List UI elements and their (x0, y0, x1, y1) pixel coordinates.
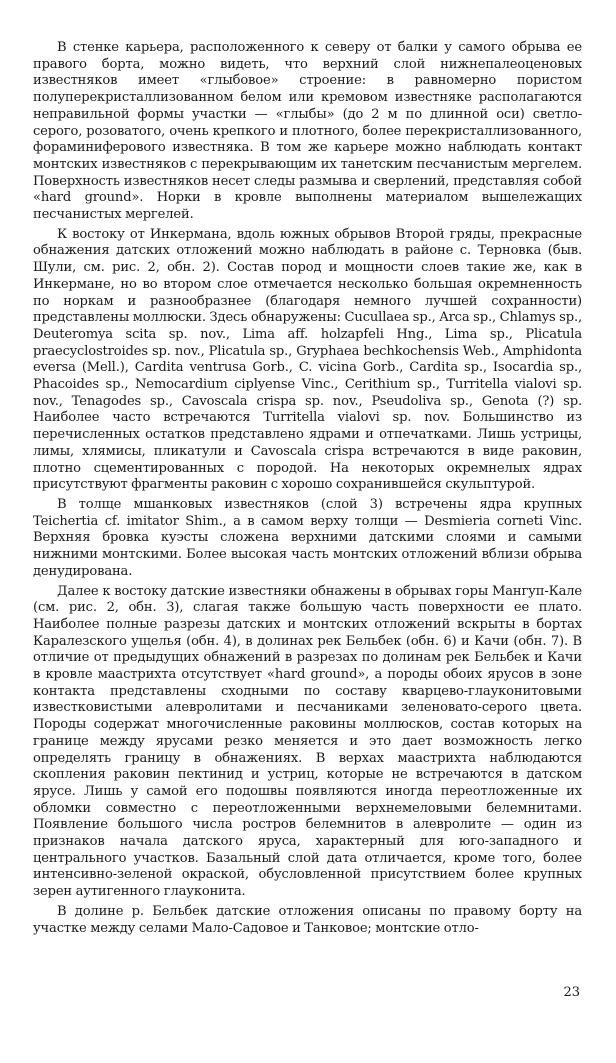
page-number: 23 (563, 985, 580, 1000)
paragraph-ternovka-outcrops: К востоку от Инкермана, вдоль южных обрывов Второй гряды, прекрасные обнажения датских отложений можно наблюдать в районе с. Терновка (быв. Шули, см. рис. 2, обн. 2). Состав пород и мощности слоев такие же, как в Инкермане, но во втором слое отмечается несколько большая окремненность по норкам и разнообразнее (благодаря немного лучшей сохранности) представлены моллюски. Здесь обнаружены: Cucullaea sp., Arca sp., Chlamys sp., Deuteromya scita sp. nov., Lima aff. holzapfeli Hng., Lima sp., Plicatula praecyclostroides sp. nov., Plicatula sp., Gryphaea bechkochensis Web., Amphidonta eversa (Mell.), Cardita ventrusa Gorb., C. vicina Gorb., Cardita sp., Isocardia sp., Phacoides sp., Nemocardium ciplyense Vinc., Cerithium sp., Turritella vialovi sp. nov., Tenagodes sp., Cavoscala crispa sp. nov., Pseudoliva sp., Genota (?) sp. Наиболее часто встречаются Turritella vialovi sp. nov. Большинство из перечисленных остатков представлено ядрами и отпечатками. Лишь устрицы, лимы, хлямисы, пликатули и Cavoscala crispa встречаются в виде раковин, плотно сцементированных с породой. На некоторых окремнелых ядрах присутствуют фрагменты раковин с хорошо сохранившейся скульптурой. (33, 226, 582, 493)
paragraph-bryozoan-limestone: В толще мшанковых известняков (слой 3) встречены ядра крупных Teichertia cf. imitator Shim., а в самом верху толщи — Desmieria corneti Vinc. Верхняя бровка куэсты сложена верхними датскими слоями и самыми нижними монтскими. Более высокая часть монтских отложений вблизи обрыва денудирована. (33, 496, 582, 579)
paragraph-quarry-wall: В стенке карьера, расположенного к северу от балки у самого обрыва ее правого борта, можно видеть, что верхний слой нижнепалеоценовых известняков имеет «глыбовое» строение: в равномерно пористом полуперекристаллизованном белом или кремовом известняке располагаются неправильной формы участки — «глыбы» (до 2 м по длинной оси) светло-серого, розоватого, очень крепкого и плотного, более перекристаллизованного, фораминиферового известняка. В том же карьере можно наблюдать контакт монтских известняков с перекрывающим их танетским песчанистым мергелем. Поверхность известняков несет следы размыва и сверлений, представляя собой «hard ground». Норки в кровле выполнены материалом вышележащих песчанистых мергелей. (33, 40, 582, 223)
paragraph-belbek-valley: В долине р. Бельбек датские отложения описаны по правому борту на участке между селами Мало-Садовое и Танковое; монтские отло- (33, 903, 582, 936)
paragraph-mangup-kale: Далее к востоку датские известняки обнажены в обрывах горы Мангуп-Кале (см. рис. 2, обн. 3), слагая также большую часть поверхности ее плато. Наиболее полные разрезы датских и монтских отложений вскрыты в бортах Каралезского ущелья (обн. 4), в долинах рек Бельбек (обн. 6) и Качи (обн. 7). В отличие от предыдущих обнажений в разрезах по долинам рек Бельбек и Качи в кровле маастрихта отсутствует «hard ground», а породы обоих ярусов в зоне контакта представлены сходными по составу кварцево-глауконитовыми известковистыми алевролитами и песчаниками зеленовато-серого цвета. Породы содержат многочисленные раковины моллюсков, состав которых на границе между ярусами резко меняется и это дает возможность легко определять границу в обнажениях. В верхах маастрихта наблюдаются скопления раковин пектинид и устриц, которые не встречаются в датском ярусе. Лишь у самой его подошвы появляются иногда переотложенные их обломки совместно с переотложенными верхнемеловыми белемнитами. Появление большого числа ростров белемнитов в алевролите — один из признаков начала датского яруса, характерный для юго-западного и центрального участков. Базальный слой дата отличается, кроме того, более интенсивно-зеленой окраской, обусловленной присутствием более крупных зерен аутигенного глауконита. (33, 583, 582, 900)
